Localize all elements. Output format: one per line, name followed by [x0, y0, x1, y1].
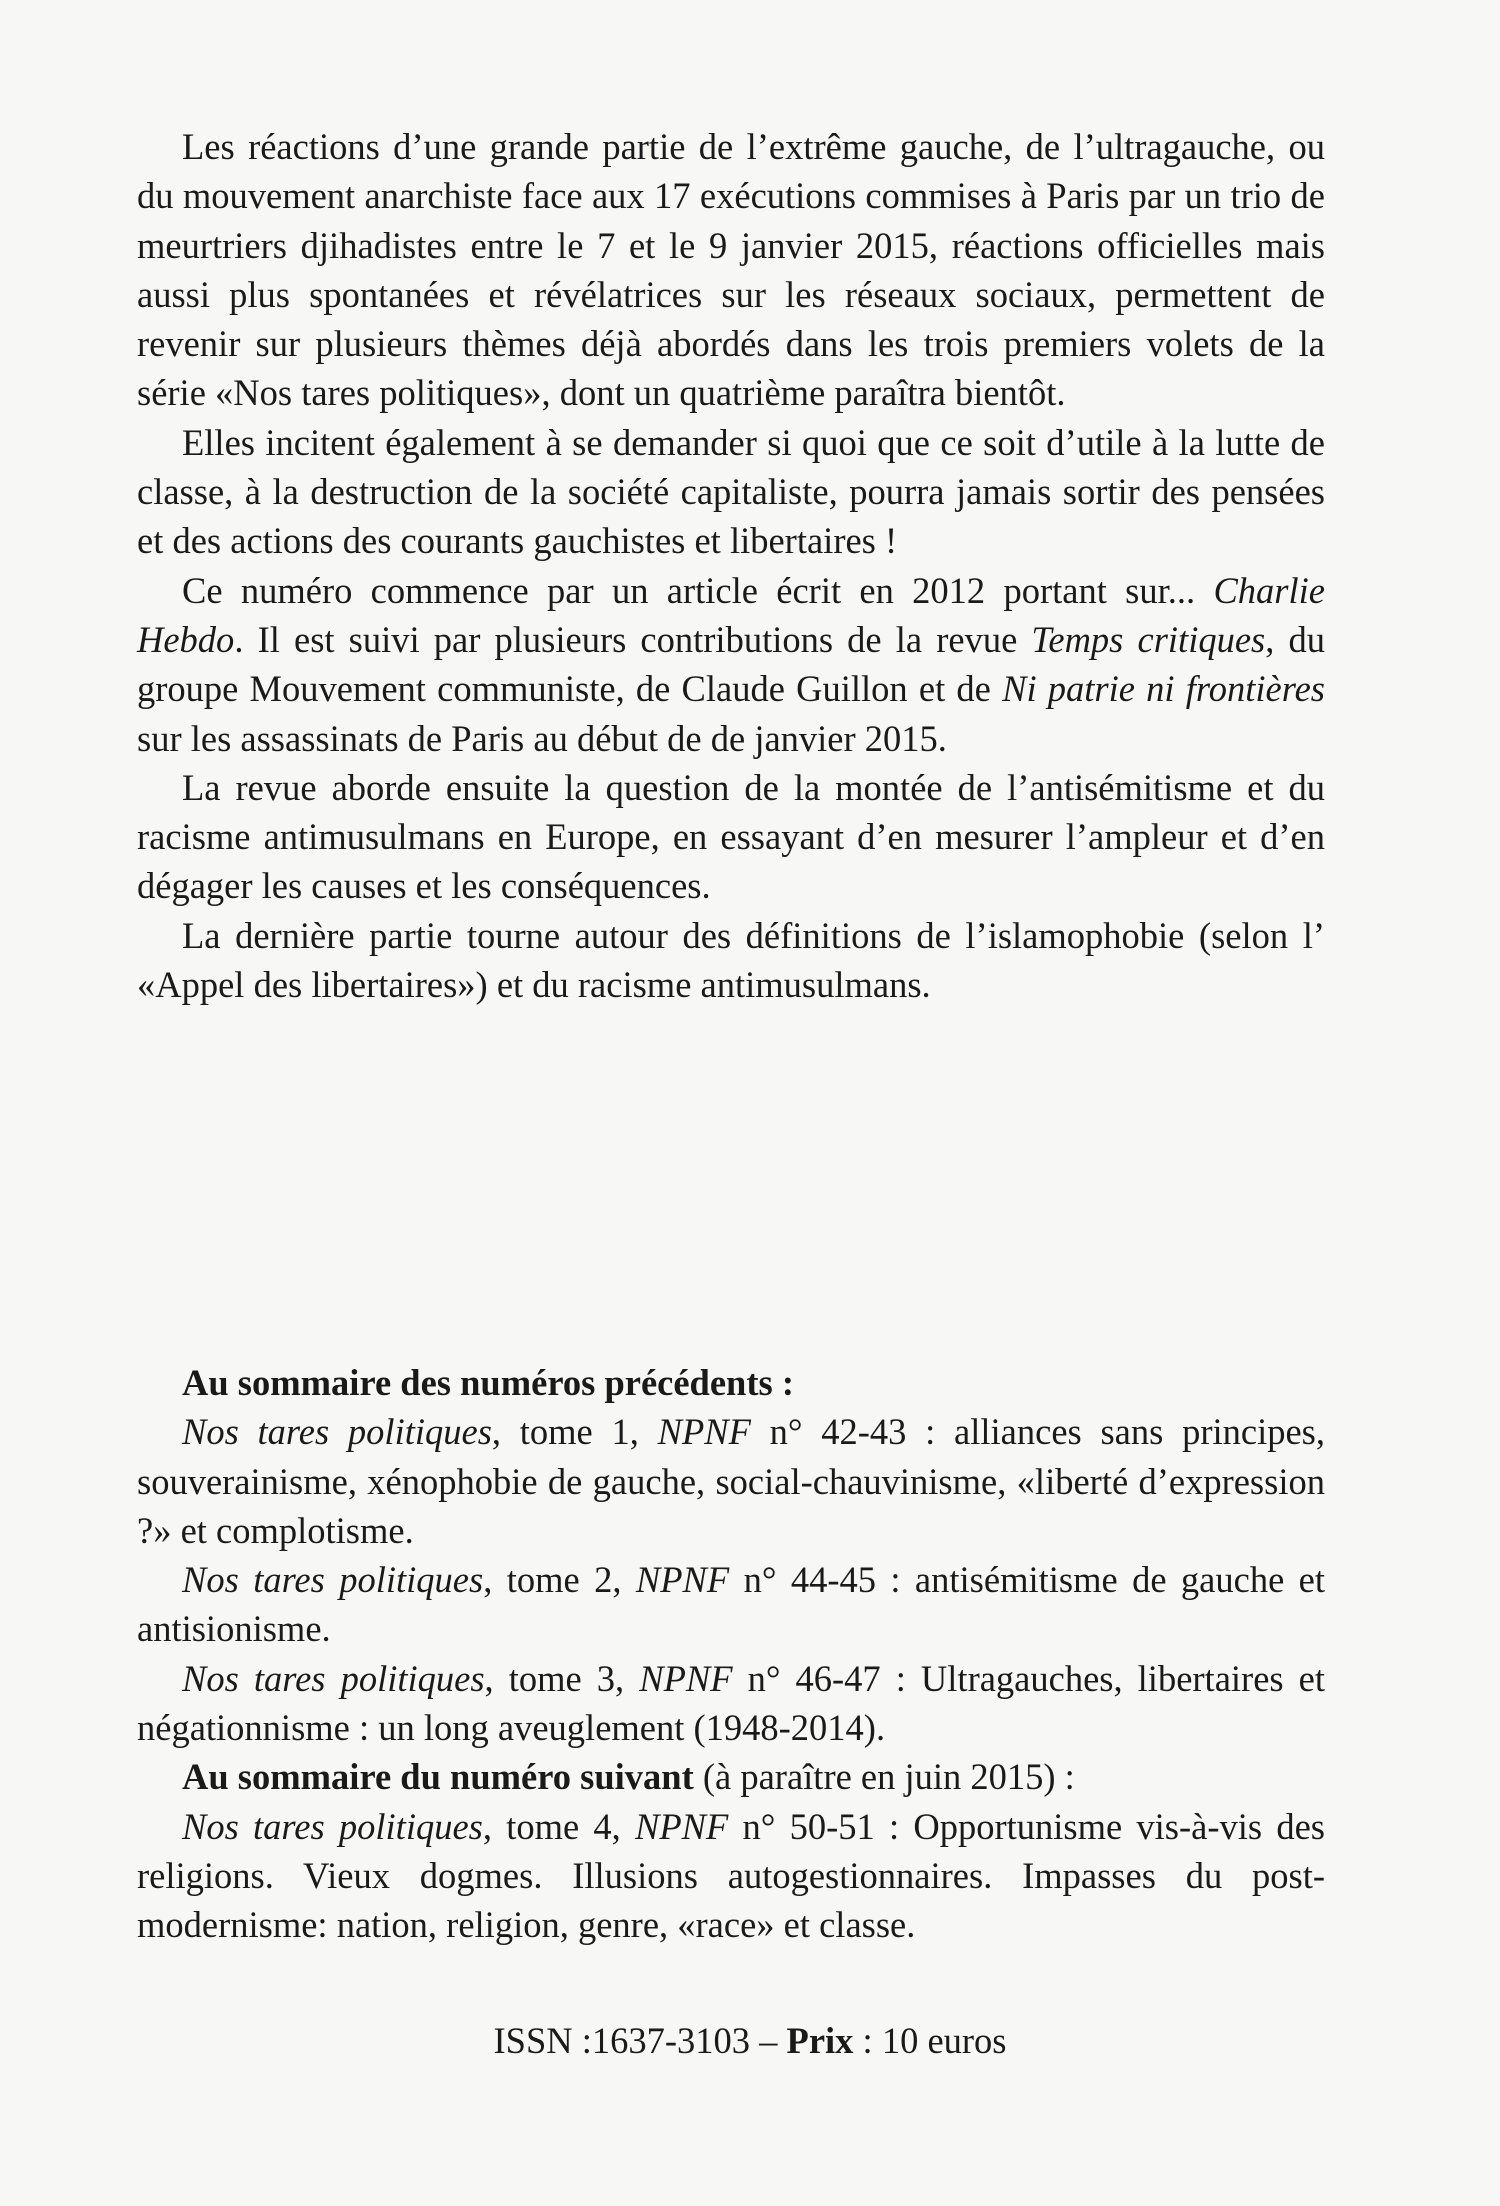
tome-1-entry: Nos tares politiques, tome 1, NPNF n° 42-43 : alliances sans principes, souverainisme, xénophobie de gauche, social-chauvinisme, «liberté d’expression ?» et complotisme. — [137, 1411, 1325, 1551]
tome-2-entry: Nos tares politiques, tome 2, NPNF n° 44-45 : antisémitisme de gauche et antisionisme. — [137, 1559, 1326, 1650]
next-issue-heading — [137, 1752, 1325, 1801]
intro-p3-text-3: , du groupe Mouvement communiste, de Claude Guillon et de — [137, 618, 1326, 710]
issn-text: ISSN :1637-3103 – — [493, 2020, 787, 2061]
tome-2-npnf: NPNF — [635, 1559, 730, 1601]
tome-1-npnf: NPNF — [657, 1411, 751, 1453]
intro-paragraph-1: Les réactions d’une grande partie de l’extrême gauche, de l’ultragauche, ou du mouvement anarchiste face aux 17 exécutions commises à Paris par un trio de meurtriers djihadistes entre le 7 et le 9 janvier 2015, réactions officielles mais aussi plus spontanées et révélatrices sur les réseaux sociaux, permettent de revenir sur plusieurs thèmes déjà abordés dans les trois premiers volets de la série «Nos tares politiques», dont un quatrième paraîtra bientôt. — [137, 126, 1325, 414]
next-issue-heading-bold: Au sommaire du numéro suivant — [182, 1756, 694, 1798]
tome-4-npnf: NPNF — [635, 1805, 729, 1847]
intro-p3-text-1: Ce numéro commence par un article écrit en 2012 portant sur... — [182, 569, 1214, 611]
intro-p3-text-4: sur les assassinats de Paris au début de de janvier 2015. — [137, 717, 947, 759]
intro-paragraph-5: La dernière partie tourne autour des définitions de l’islamophobie (selon l’ «Appel des libertaires») et du racisme antimusulmans. — [137, 914, 1325, 1006]
tome-3-npnf: NPNF — [639, 1657, 733, 1699]
intro-paragraph-3 — [137, 566, 1325, 763]
summary-section — [137, 1358, 1325, 1950]
price-label: Prix — [786, 2020, 854, 2061]
tome-3-entry: Nos tares politiques, tome 3, NPNF n° 46-47 : Ultragauches, libertaires et négationnisme : un long aveuglement (1948-2014). — [137, 1657, 1326, 1749]
intro-paragraph-2: Elles incitent également à se demander si quoi que ce soit d’utile à la lutte de classe, à la destruction de la société capitaliste, pourra jamais sortir des pensées et des actions des courants gauchistes et libertaires ! — [137, 421, 1325, 562]
tome-3-title: Nos tares politiques — [182, 1657, 485, 1699]
intro-paragraph-4: La revue aborde ensuite la question de la montée de l’antisémitisme et du racisme antimusulmans en Europe, en essayant d’en mesurer l’ampleur et d’en dégager les causes et les conséquences. — [137, 766, 1325, 907]
tome-2-title: Nos tares politiques — [182, 1559, 484, 1601]
temps-critiques-title: Temps critiques — [1031, 618, 1266, 660]
ni-patrie-title: Ni patrie ni frontières — [1002, 668, 1325, 710]
next-issue-note: (à paraître en juin 2015) : — [693, 1756, 1075, 1798]
previous-issues-heading: Au sommaire des numéros précédents : — [182, 1362, 794, 1403]
tome-4-entry: Nos tares politiques, tome 4, NPNF n° 50-51 : Opportunisme vis-à-vis des religions. Vieux dogmes. Illusions autogestionnaires. Impasses du post-modernisme: nation, religion, genre, «race» et classe. — [137, 1805, 1325, 1946]
charlie-hebdo-title: Charlie Hebdo — [137, 569, 1325, 660]
intro-text — [137, 122, 1325, 1009]
tome-4-title: Nos tares politiques — [182, 1805, 483, 1847]
issn-price-footer — [0, 2017, 1500, 2065]
price-value: : 10 euros — [853, 2020, 1007, 2061]
tome-1-title: Nos tares politiques — [182, 1411, 492, 1453]
intro-p3-text-2: . Il est suivi par plusieurs contributions de la revue — [234, 618, 1032, 660]
